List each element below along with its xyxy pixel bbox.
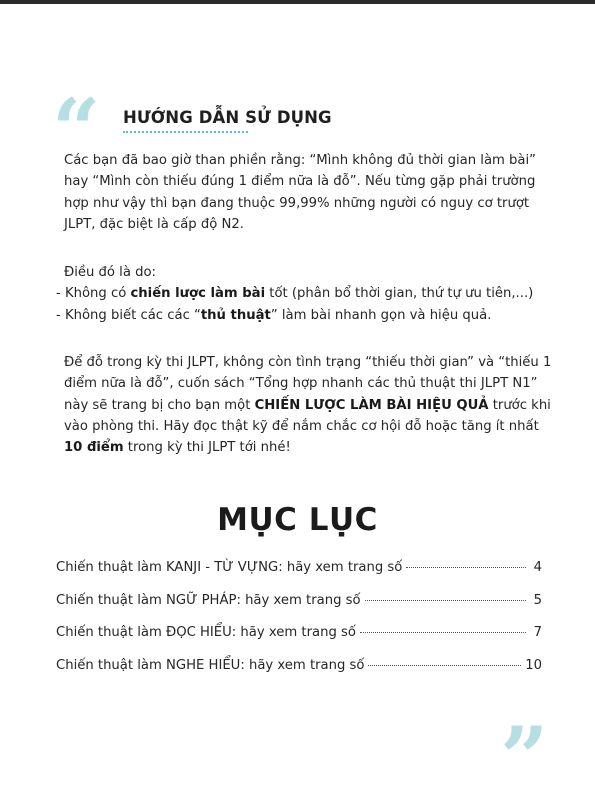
- toc-dot-leader: [406, 567, 526, 568]
- reasons-paragraph: [56, 262, 546, 326]
- reason-1-pre: - Không có: [56, 286, 131, 302]
- reason-1-bold: chiến lược làm bài: [130, 286, 266, 302]
- intro-paragraph-text: Các bạn đã bao giờ than phiền rằng: “Mình không đủ thời gian làm bài” hay “Mình còn thiếu đúng 1 điểm nữa là đỗ”. Nếu từng gặp phải trường hợp như vậy thì bạn đang thuộc 99,99% những người có nguy cơ trượt JLPT, đặc biệt là cấp độ N2.: [64, 153, 537, 232]
- toc-dot-leader: [365, 600, 526, 601]
- toc-item-label: Chiến thuật làm KANJI - TỪ VỰNG: hãy xem trang số: [56, 560, 403, 575]
- reason-item-2: [56, 305, 546, 326]
- top-border: [0, 0, 595, 4]
- toc-item-page: 7: [533, 625, 542, 640]
- reason-2-bold: thủ thuật: [200, 307, 271, 323]
- heading-dotted-underline: [123, 131, 248, 133]
- toc-dot-leader: [368, 665, 521, 666]
- toc-item[interactable]: [56, 560, 542, 593]
- toc-list: [56, 560, 542, 690]
- promise-paragraph: [56, 352, 554, 458]
- reason-1-post: tốt (phân bổ thời gian, thứ tự ưu tiên,...): [265, 286, 534, 302]
- guide-heading: HƯỚNG DẪN SỬ DỤNG: [123, 108, 332, 127]
- promise-bold-2: 10 điểm: [64, 440, 124, 456]
- reason-2-pre: - Không biết các các “: [56, 307, 201, 323]
- toc-item-label: Chiến thuật làm ĐỌC HIỂU: hãy xem trang số: [56, 625, 356, 640]
- toc-item-page: 5: [533, 592, 542, 608]
- promise-part-3: trong kỳ thi JLPT tới nhé!: [123, 440, 291, 456]
- reason-item-1: [56, 283, 546, 304]
- toc-item-label: Chiến thuật làm NGỮ PHÁP: hãy xem trang số: [56, 592, 361, 608]
- reasons-intro: Điều đó là do:: [64, 265, 156, 280]
- toc-item-page: 10: [525, 657, 542, 673]
- promise-part-1: Để đỗ trong kỳ thi JLPT, không còn tình trạng “thiếu thời gian” và “thiếu 1 điểm nữa là đỗ”, cuốn sách “Tổng hợp nhanh các thủ thuật thi JLPT N1” này sẽ trang bị cho bạn một: [64, 355, 552, 413]
- reason-2-post: ” làm bài nhanh gọn và hiệu quả.: [270, 307, 492, 323]
- toc-item[interactable]: [56, 625, 542, 658]
- promise-part-2: trước khi vào phòng thi. Hãy đọc thật kỹ để nắm chắc cơ hội đỗ hoặc tăng ít nhất: [64, 397, 551, 434]
- promise-paragraph-text: [64, 352, 554, 458]
- open-quote-icon: “: [52, 80, 101, 179]
- close-quote-icon: ”: [500, 708, 549, 807]
- toc-item-page: 4: [533, 560, 542, 575]
- toc-dot-leader: [360, 632, 526, 633]
- promise-bold-1: CHIẾN LƯỢC LÀM BÀI HIỆU QUẢ: [254, 397, 489, 413]
- toc-title: MỤC LỤC: [217, 502, 378, 538]
- toc-item-label: Chiến thuật làm NGHE HIỂU: hãy xem trang số: [56, 657, 365, 673]
- toc-item[interactable]: [56, 593, 542, 626]
- toc-item[interactable]: [56, 658, 542, 691]
- intro-paragraph: [56, 150, 554, 235]
